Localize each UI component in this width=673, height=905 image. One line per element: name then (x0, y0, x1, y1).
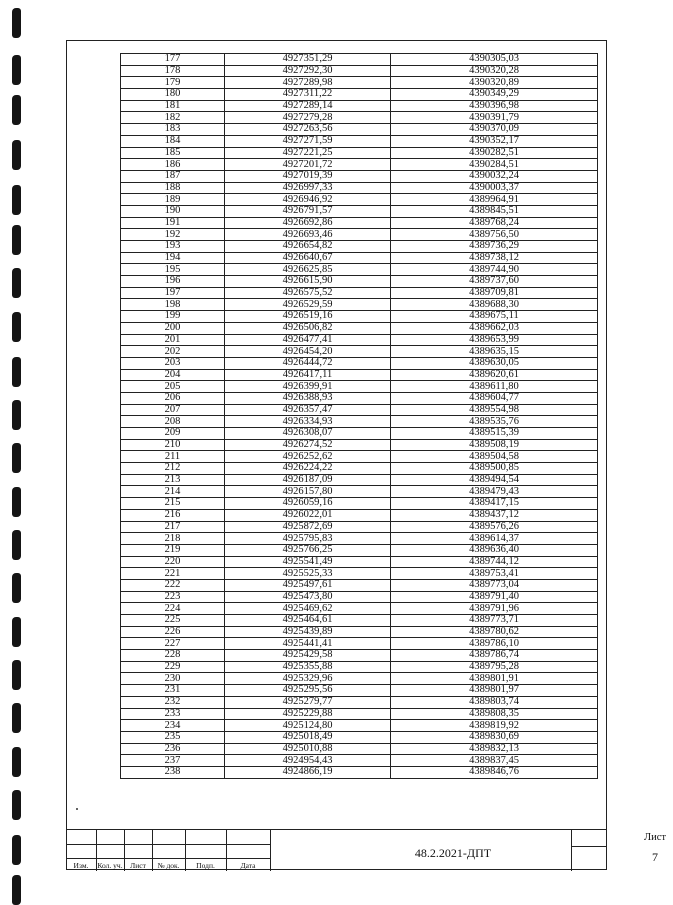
point-number-cell: 220 (121, 556, 225, 568)
table-row (121, 708, 598, 720)
point-number-cell: 216 (121, 509, 225, 521)
table-row (121, 381, 598, 393)
coordinate-x-cell: 4926625,85 (225, 264, 391, 276)
point-number-cell: 188 (121, 182, 225, 194)
coordinate-x-cell: 4925355,88 (225, 661, 391, 673)
table-row (121, 463, 598, 475)
table-row (121, 486, 598, 498)
coordinate-x-cell: 4927289,14 (225, 100, 391, 112)
coordinate-y-cell: 4389479,43 (391, 486, 598, 498)
table-row (121, 299, 598, 311)
coordinate-x-cell: 4925329,96 (225, 673, 391, 685)
coordinate-x-cell: 4925525,33 (225, 568, 391, 580)
sheet-label: Лист (644, 832, 666, 843)
point-number-cell: 195 (121, 264, 225, 276)
label-izm: Изм. (73, 861, 89, 870)
coordinate-x-cell: 4926157,80 (225, 486, 391, 498)
coordinates-table-body (121, 54, 598, 779)
point-number-cell: 213 (121, 474, 225, 486)
coordinate-y-cell: 4389630,05 (391, 357, 598, 369)
point-number-cell: 219 (121, 544, 225, 556)
coordinate-x-cell: 4925541,49 (225, 556, 391, 568)
point-number-cell: 198 (121, 299, 225, 311)
coordinate-x-cell: 4926529,59 (225, 299, 391, 311)
point-number-cell: 221 (121, 568, 225, 580)
coordinate-y-cell: 4389515,39 (391, 428, 598, 440)
point-number-cell: 236 (121, 743, 225, 755)
coordinate-x-cell: 4926274,52 (225, 439, 391, 451)
coordinate-x-cell: 4925124,80 (225, 720, 391, 732)
table-row (121, 533, 598, 545)
table-row (121, 112, 598, 124)
table-row (121, 217, 598, 229)
coordinate-y-cell: 4389786,10 (391, 638, 598, 650)
table-row (121, 229, 598, 241)
point-number-cell: 232 (121, 696, 225, 708)
coordinate-x-cell: 4926444,72 (225, 357, 391, 369)
coordinate-y-cell: 4389620,61 (391, 369, 598, 381)
table-row (121, 720, 598, 732)
table-row (121, 334, 598, 346)
sheet-number: 7 (652, 850, 658, 864)
label-signature: Подп. (196, 861, 215, 870)
table-row (121, 252, 598, 264)
table-row (121, 556, 598, 568)
point-number-cell: 182 (121, 112, 225, 124)
coordinate-x-cell: 4926519,16 (225, 311, 391, 323)
table-row (121, 182, 598, 194)
table-row (121, 241, 598, 253)
coordinate-x-cell: 4926187,09 (225, 474, 391, 486)
label-date: Дата (240, 861, 256, 870)
point-number-cell: 203 (121, 357, 225, 369)
coordinate-y-cell: 4389604,77 (391, 392, 598, 404)
coordinate-y-cell: 4389709,81 (391, 287, 598, 299)
point-number-cell: 178 (121, 65, 225, 77)
coordinate-y-cell: 4389808,35 (391, 708, 598, 720)
coordinate-x-cell: 4925872,69 (225, 521, 391, 533)
point-number-cell: 238 (121, 766, 225, 778)
table-row (121, 731, 598, 743)
coordinate-x-cell: 4927351,29 (225, 54, 391, 66)
coordinate-x-cell: 4925473,80 (225, 591, 391, 603)
document-code: 48.2.2021-ДПТ (414, 846, 492, 860)
coordinate-x-cell: 4925229,88 (225, 708, 391, 720)
coordinate-y-cell: 4389791,96 (391, 603, 598, 615)
coordinate-y-cell: 4389744,90 (391, 264, 598, 276)
coordinate-x-cell: 4926654,82 (225, 241, 391, 253)
point-number-cell: 206 (121, 392, 225, 404)
coordinate-y-cell: 4389791,40 (391, 591, 598, 603)
coordinate-x-cell: 4927279,28 (225, 112, 391, 124)
coordinate-x-cell: 4926997,33 (225, 182, 391, 194)
table-row (121, 755, 598, 767)
coordinate-x-cell: 4926454,20 (225, 346, 391, 358)
coordinate-y-cell: 4389964,91 (391, 194, 598, 206)
coordinate-x-cell: 4925295,56 (225, 685, 391, 697)
table-row (121, 404, 598, 416)
point-number-cell: 183 (121, 124, 225, 136)
coordinate-y-cell: 4389437,12 (391, 509, 598, 521)
coordinate-x-cell: 4926791,57 (225, 205, 391, 217)
coordinate-y-cell: 4390391,79 (391, 112, 598, 124)
coordinate-y-cell: 4390003,37 (391, 182, 598, 194)
coordinate-y-cell: 4389845,51 (391, 205, 598, 217)
coordinate-x-cell: 4925279,77 (225, 696, 391, 708)
coordinate-x-cell: 4926357,47 (225, 404, 391, 416)
table-row (121, 521, 598, 533)
table-row (121, 54, 598, 66)
coordinate-y-cell: 4389688,30 (391, 299, 598, 311)
coordinate-x-cell: 4926224,22 (225, 463, 391, 475)
coordinate-y-cell: 4389773,04 (391, 579, 598, 591)
table-row (121, 287, 598, 299)
point-number-cell: 225 (121, 615, 225, 627)
point-number-cell: 181 (121, 100, 225, 112)
coordinate-x-cell: 4927201,72 (225, 159, 391, 171)
coordinate-x-cell: 4925497,61 (225, 579, 391, 591)
table-row (121, 685, 598, 697)
coordinate-x-cell: 4926692,86 (225, 217, 391, 229)
point-number-cell: 184 (121, 135, 225, 147)
point-number-cell: 211 (121, 451, 225, 463)
coordinate-y-cell: 4390282,51 (391, 147, 598, 159)
point-number-cell: 192 (121, 229, 225, 241)
point-number-cell: 193 (121, 241, 225, 253)
point-number-cell: 208 (121, 416, 225, 428)
coordinates-table (120, 53, 598, 779)
coordinate-x-cell: 4926059,16 (225, 498, 391, 510)
point-number-cell: 196 (121, 276, 225, 288)
point-number-cell: 185 (121, 147, 225, 159)
coordinate-x-cell: 4927019,39 (225, 170, 391, 182)
coordinate-y-cell: 4389554,98 (391, 404, 598, 416)
coordinate-y-cell: 4389801,91 (391, 673, 598, 685)
coordinate-y-cell: 4389494,54 (391, 474, 598, 486)
coordinate-x-cell: 4926417,11 (225, 369, 391, 381)
coordinate-y-cell: 4389795,28 (391, 661, 598, 673)
point-number-cell: 212 (121, 463, 225, 475)
point-number-cell: 187 (121, 170, 225, 182)
table-row (121, 603, 598, 615)
coordinate-x-cell: 4925441,41 (225, 638, 391, 650)
table-row (121, 673, 598, 685)
coordinate-y-cell: 4389535,76 (391, 416, 598, 428)
point-number-cell: 226 (121, 626, 225, 638)
label-kol-uch: Кол. уч. (97, 861, 123, 870)
coordinate-x-cell: 4925469,62 (225, 603, 391, 615)
coordinate-x-cell: 4926477,41 (225, 334, 391, 346)
table-row (121, 626, 598, 638)
point-number-cell: 194 (121, 252, 225, 264)
coordinate-y-cell: 4389635,15 (391, 346, 598, 358)
coordinate-y-cell: 4390320,28 (391, 65, 598, 77)
point-number-cell: 197 (121, 287, 225, 299)
point-number-cell: 186 (121, 159, 225, 171)
table-row (121, 650, 598, 662)
coordinate-y-cell: 4390396,98 (391, 100, 598, 112)
coordinate-y-cell: 4389753,41 (391, 568, 598, 580)
coordinate-x-cell: 4927311,22 (225, 89, 391, 101)
point-number-cell: 223 (121, 591, 225, 603)
table-row (121, 124, 598, 136)
point-number-cell: 235 (121, 731, 225, 743)
point-number-cell: 234 (121, 720, 225, 732)
table-row (121, 77, 598, 89)
point-number-cell: 190 (121, 205, 225, 217)
table-row (121, 474, 598, 486)
table-row (121, 65, 598, 77)
coordinate-x-cell: 4926693,46 (225, 229, 391, 241)
point-number-cell: 177 (121, 54, 225, 66)
coordinate-y-cell: 4389653,99 (391, 334, 598, 346)
coordinate-y-cell: 4389819,92 (391, 720, 598, 732)
table-row (121, 205, 598, 217)
coordinate-y-cell: 4389803,74 (391, 696, 598, 708)
table-row (121, 89, 598, 101)
coordinate-x-cell: 4926334,93 (225, 416, 391, 428)
table-row (121, 170, 598, 182)
coordinate-y-cell: 4390032,24 (391, 170, 598, 182)
coordinate-x-cell: 4926506,82 (225, 322, 391, 334)
table-row (121, 766, 598, 778)
coordinate-y-cell: 4389417,15 (391, 498, 598, 510)
table-row (121, 100, 598, 112)
label-doc-number: № док. (157, 861, 180, 870)
coordinate-x-cell: 4926615,90 (225, 276, 391, 288)
point-number-cell: 201 (121, 334, 225, 346)
coordinate-y-cell: 4389744,12 (391, 556, 598, 568)
binding-holes (8, 0, 26, 905)
point-number-cell: 215 (121, 498, 225, 510)
coordinate-x-cell: 4926640,67 (225, 252, 391, 264)
table-row (121, 544, 598, 556)
coordinate-y-cell: 4389576,26 (391, 521, 598, 533)
table-row (121, 357, 598, 369)
coordinate-x-cell: 4927271,59 (225, 135, 391, 147)
coordinate-y-cell: 4389508,19 (391, 439, 598, 451)
coordinate-x-cell: 4926022,01 (225, 509, 391, 521)
table-row (121, 346, 598, 358)
table-row (121, 416, 598, 428)
table-row (121, 428, 598, 440)
coordinate-x-cell: 4925439,89 (225, 626, 391, 638)
point-number-cell: 214 (121, 486, 225, 498)
table-row (121, 439, 598, 451)
point-number-cell: 228 (121, 650, 225, 662)
coordinate-x-cell: 4926399,91 (225, 381, 391, 393)
coordinate-x-cell: 4925429,58 (225, 650, 391, 662)
coordinate-x-cell: 4926252,62 (225, 451, 391, 463)
coordinate-y-cell: 4389675,11 (391, 311, 598, 323)
point-number-cell: 218 (121, 533, 225, 545)
coordinate-x-cell: 4925766,25 (225, 544, 391, 556)
coordinate-x-cell: 4925464,61 (225, 615, 391, 627)
coordinate-y-cell: 4389786,74 (391, 650, 598, 662)
table-row (121, 638, 598, 650)
table-row (121, 579, 598, 591)
coordinate-y-cell: 4389614,37 (391, 533, 598, 545)
point-number-cell: 207 (121, 404, 225, 416)
coordinate-y-cell: 4390349,29 (391, 89, 598, 101)
coordinate-y-cell: 4390370,09 (391, 124, 598, 136)
label-list: Лист (130, 861, 146, 870)
point-number-cell: 191 (121, 217, 225, 229)
coordinate-y-cell: 4389736,29 (391, 241, 598, 253)
point-number-cell: 230 (121, 673, 225, 685)
coordinate-x-cell: 4927289,98 (225, 77, 391, 89)
coordinate-y-cell: 4390320,89 (391, 77, 598, 89)
point-number-cell: 217 (121, 521, 225, 533)
table-row (121, 276, 598, 288)
title-block (66, 829, 666, 871)
table-row (121, 661, 598, 673)
coordinate-x-cell: 4925010,88 (225, 743, 391, 755)
coordinate-x-cell: 4925018,49 (225, 731, 391, 743)
coordinate-y-cell: 4389832,13 (391, 743, 598, 755)
coordinate-x-cell: 4925795,83 (225, 533, 391, 545)
table-row (121, 451, 598, 463)
table-row (121, 743, 598, 755)
point-number-cell: 179 (121, 77, 225, 89)
coordinate-y-cell: 4389504,58 (391, 451, 598, 463)
table-row (121, 696, 598, 708)
point-number-cell: 231 (121, 685, 225, 697)
table-row (121, 159, 598, 171)
point-number-cell: 210 (121, 439, 225, 451)
point-number-cell: 204 (121, 369, 225, 381)
point-number-cell: 229 (121, 661, 225, 673)
table-row (121, 591, 598, 603)
coordinate-y-cell: 4389780,62 (391, 626, 598, 638)
coordinate-y-cell: 4389830,69 (391, 731, 598, 743)
table-row (121, 194, 598, 206)
point-number-cell: 237 (121, 755, 225, 767)
coordinate-y-cell: 4389837,45 (391, 755, 598, 767)
coordinate-y-cell: 4389636,40 (391, 544, 598, 556)
table-row (121, 135, 598, 147)
table-row (121, 311, 598, 323)
point-number-cell: 224 (121, 603, 225, 615)
coordinate-y-cell: 4389801,97 (391, 685, 598, 697)
coordinate-y-cell: 4390305,03 (391, 54, 598, 66)
coordinate-x-cell: 4926308,07 (225, 428, 391, 440)
point-number-cell: 209 (121, 428, 225, 440)
point-number-cell: 205 (121, 381, 225, 393)
point-number-cell: 202 (121, 346, 225, 358)
coordinate-y-cell: 4389662,03 (391, 322, 598, 334)
coordinate-y-cell: 4390352,17 (391, 135, 598, 147)
point-number-cell: 180 (121, 89, 225, 101)
coordinate-x-cell: 4927221,25 (225, 147, 391, 159)
coordinate-y-cell: 4389738,12 (391, 252, 598, 264)
coordinate-x-cell: 4926388,93 (225, 392, 391, 404)
coordinate-x-cell: 4926575,52 (225, 287, 391, 299)
point-number-cell: 200 (121, 322, 225, 334)
point-number-cell: 199 (121, 311, 225, 323)
coordinate-y-cell: 4389611,80 (391, 381, 598, 393)
point-number-cell: 233 (121, 708, 225, 720)
table-row (121, 147, 598, 159)
table-row (121, 392, 598, 404)
coordinate-y-cell: 4389773,71 (391, 615, 598, 627)
table-row (121, 498, 598, 510)
table-row (121, 568, 598, 580)
coordinate-x-cell: 4927292,30 (225, 65, 391, 77)
coordinate-x-cell: 4924866,19 (225, 766, 391, 778)
table-row (121, 264, 598, 276)
coordinate-y-cell: 4389737,60 (391, 276, 598, 288)
table-row (121, 509, 598, 521)
coordinate-y-cell: 4389756,50 (391, 229, 598, 241)
coordinate-y-cell: 4389846,76 (391, 766, 598, 778)
table-row (121, 369, 598, 381)
stray-mark (76, 808, 78, 810)
table-row (121, 322, 598, 334)
coordinate-y-cell: 4389500,85 (391, 463, 598, 475)
point-number-cell: 227 (121, 638, 225, 650)
point-number-cell: 189 (121, 194, 225, 206)
point-number-cell: 222 (121, 579, 225, 591)
coordinate-x-cell: 4924954,43 (225, 755, 391, 767)
coordinate-y-cell: 4390284,51 (391, 159, 598, 171)
coordinate-y-cell: 4389768,24 (391, 217, 598, 229)
coordinate-x-cell: 4926946,92 (225, 194, 391, 206)
coordinate-x-cell: 4927263,56 (225, 124, 391, 136)
table-row (121, 615, 598, 627)
